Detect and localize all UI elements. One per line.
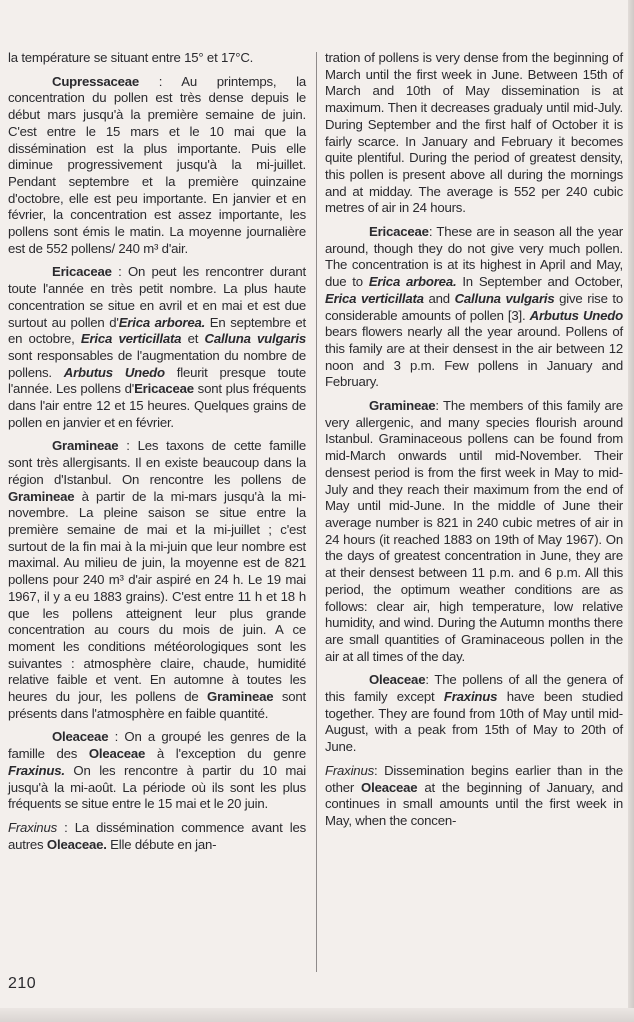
paragraph-oleaceae-fr: Oleaceae : On a groupé les genres de la famille des Oleaceae à l'exception du genre Fraxinus. On les rencontre à partir du 10 mai jusqu'à la mi-août. La période où ils sont les plus fréquents se situe entre le 15 mai et le 20 juin. [8,729,306,812]
paragraph-cupressaceae-en: tration of pollens is very dense from the beginning of March until the first week in June. Between 15th of March and 10th of May dissemination is at maximum. Then it decreases gradualy until mid-July. During September and the first half of October it is fairly scarce. In January and February it becomes quite plentiful. During the period of greatest density, this pollen is present above all during the mornings and at midday. The average is 552 per 240 cubic metres of air in 24 hours. [325,50,623,216]
english-column [325,50,623,837]
page-bottom-shadow [0,1008,634,1022]
paragraph-ericaceae-fr: Ericaceae : On peut les rencontrer durant toute l'année en très petit nombre. La plus haute concentration se situe en avril et en mai et est due surtout au pollen d'Erica arborea. En septembre et en octobre, Erica verticillata et Calluna vulgaris sont responsables de l'augmentation du nombre de pollens. Arbutus Unedo fleurit presque toute l'année. Les pollens d'Ericaceae sont plus fréquents dans l'air entre 12 et 15 heures. Quelques grains de pollen en janvier et en février. [8,264,306,430]
page-number: 210 [8,975,37,992]
page-edge-shadow [628,0,634,1022]
paragraph-intro-fr: la température se situant entre 15° et 17°C. [8,50,254,65]
french-column [8,50,306,860]
paragraph-fraxinus-fr: Fraxinus : La dissémination commence avant les autres Oleaceae. Elle débute en jan- [8,819,306,852]
column-divider [316,52,317,972]
paragraph-ericaceae-en: Ericaceae: These are in season all the year around, though they do not give very much pollen. The concentration is at its highest in April and May, due to Erica arborea. In September and October, Erica verticillata and Calluna vulgaris give rise to considerable amounts of pollen [3]. Arbutus Unedo bears flowers nearly all the year around. Pollens of this family are at their densest in the air between 12 noon and 3 p.m. Few pollens in January and February. [325,224,624,390]
paragraph-gramineae-en: Gramineae: The members of this family are very allergenic, and many species flourish around Istanbul. Graminaceous pollens can be found from mid-March onwards until mid-November. Their densest period is from the first week in May to mid-July and they reach their maximum from the end of May until mid-June. In the middle of June their average number is 821 in 240 cubic metres of air in 24 hours (it reached 1883 on 19th of May 1967). On the days of greatest concentration in June, they are at their densest between 11 p.m. and 6 p.m. All this period, the optimum weather conditions are as follows: clear air, high temperature, low relative humidity, and wind. During the Autumn months there are small quantities of Graminaceous pollen in the air at all times of the day. [325,398,623,664]
paragraph-oleaceae-en: Oleaceae: The pollens of all the genera of this family except Fraxinus have been studied together. They are found from 10th of May until mid-August, with a peak from 15th of May to 20th of June. [325,672,623,755]
paragraph-cupressaceae-fr: Cupressaceae : Au printemps, la concentration du pollen est très dense depuis le début mars jusqu'à la première semaine de juin. C'est entre le 15 mars et le 10 mai que la dissémination est la plus importante. Puis elle diminue progressivement jusqu'à la mi-juillet. Pendant septembre et la première quinzaine d'octobre, elle est peu importante. En janvier et en février, la concentration est assez importante, les pollens sont émis le matin. La moyenne journalière est de 552 pollens/ 240 m³ d'air. [8,73,306,256]
paragraph-fraxinus-en: Fraxinus: Dissemination begins earlier than in the other Oleaceae at the beginning of January, and continues in small amounts until the first week in May, when the concen- [325,762,623,828]
paragraph-gramineae-fr: Gramineae : Les taxons de cette famille sont très allergisants. Il en existe beaucoup dans la région d'Istanbul. On rencontre les pollens de Gramineae à partir de la mi-mars jusqu'à la mi-novembre. La pleine saison se situe entre la première semaine de mai et la mi-juillet ; c'est surtout de la fin mai à la mi-juin que leur nombre est maximal. Au milieu de juin, la moyenne est de 821 pollens pour 240 m³ d'air aspiré en 24 h. Le 19 mai 1967, il y a eu 1883 grains). C'est entre 11 h et 18 h que les pollens atteignent leur plus grande concentration au cours du mois de juin. A ce moment les conditions météorologiques sont les suivantes : atmosphère claire, chaude, humidité relative faible et vent. En automne à toutes les heures du jour, les pollens de Gramineae sont présents dans l'atmosphère en faible quantité. [8,438,306,721]
